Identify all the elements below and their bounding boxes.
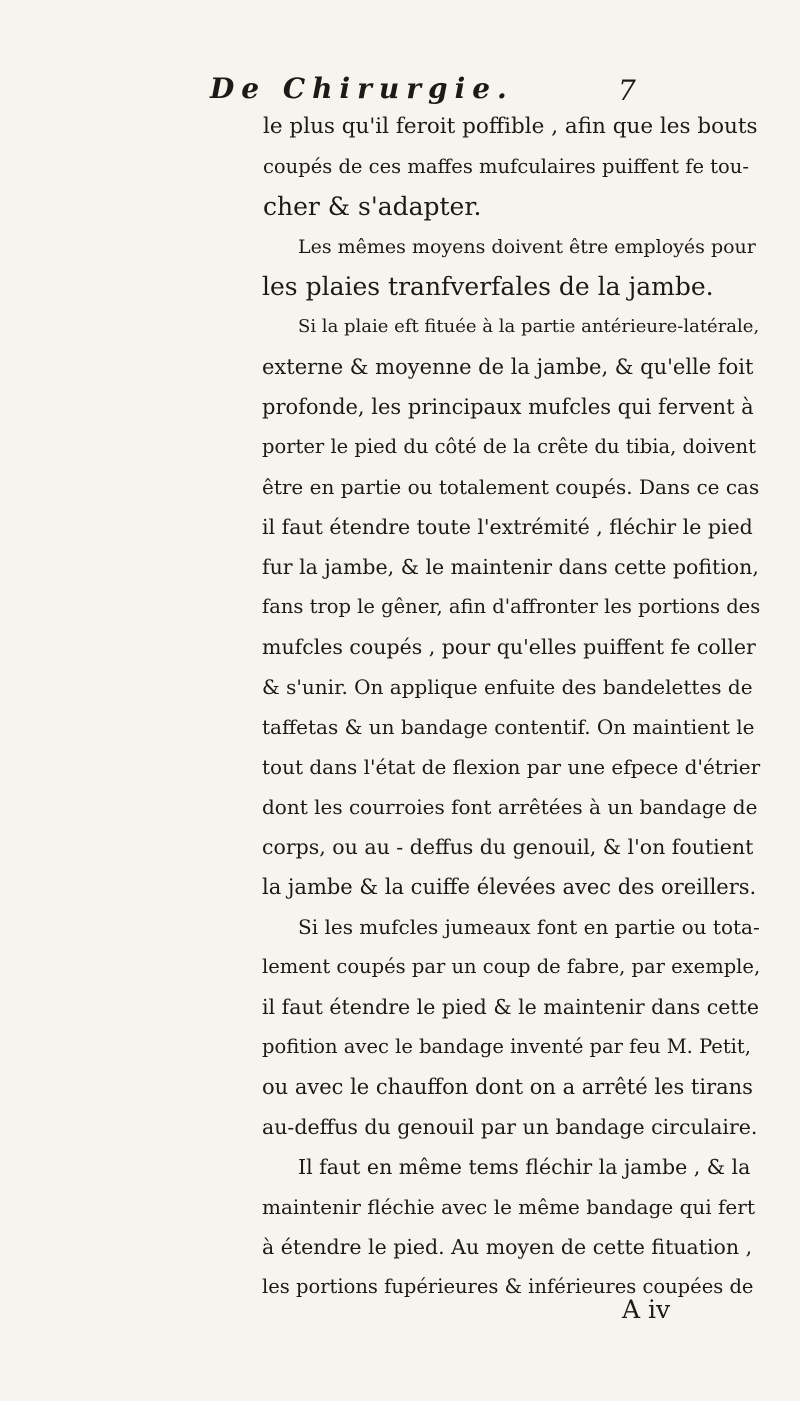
- text-line: Les mêmes moyens doivent être employés pour: [298, 236, 756, 258]
- text-line: le plus qu'il feroit poffible , afin que les bouts: [263, 114, 758, 139]
- text-line: taffetas & un bandage contentif. On maintient le: [262, 715, 755, 739]
- text-line: dont les courroies font arrêtées à un bandage de: [262, 795, 758, 819]
- running-title: De Chirurgie.: [210, 72, 514, 105]
- text-line: Si les mufcles jumeaux font en partie ou tota-: [298, 915, 760, 939]
- running-header: [210, 72, 636, 112]
- text-line: fur la jambe, & le maintenir dans cette pofition,: [262, 555, 759, 579]
- text-line: ou avec le chauffon dont on a arrêté les tirans: [262, 1075, 753, 1099]
- text-line: il faut étendre le pied & le maintenir dans cette: [262, 995, 759, 1019]
- text-line: il faut étendre toute l'extrémité , fléchir le pied: [262, 515, 753, 539]
- text-line: cher & s'adapter.: [263, 192, 482, 221]
- text-line: au-deffus du genouil par un bandage circulaire.: [262, 1115, 758, 1139]
- text-line: pofition avec le bandage inventé par feu M. Petit,: [262, 1035, 751, 1058]
- text-line: les portions fupérieures & inférieures coupées de: [262, 1275, 754, 1298]
- text-line: porter le pied du côté de la crête du tibia, doivent: [262, 435, 756, 458]
- text-line: maintenir fléchie avec le même bandage qui fert: [262, 1195, 755, 1219]
- text-line: & s'unir. On applique enfuite des bandelettes de: [262, 675, 753, 699]
- text-line: les plaies tranfverfales de la jambe.: [262, 272, 714, 301]
- text-line: tout dans l'état de flexion par une efpece d'étrier: [262, 755, 761, 779]
- text-line: Il faut en même tems fléchir la jambe , & la: [298, 1155, 751, 1179]
- text-line: corps, ou au - deffus du genouil, & l'on foutient: [262, 835, 754, 859]
- text-line: lement coupés par un coup de fabre, par exemple,: [262, 955, 761, 978]
- text-line: profonde, les principaux mufcles qui fervent à: [262, 395, 754, 419]
- text-line: externe & moyenne de la jambe, & qu'elle foit: [262, 355, 754, 379]
- text-line: la jambe & la cuiffe élevées avec des oreillers.: [262, 875, 757, 899]
- text-line: mufcles coupés , pour qu'elles puiffent fe coller: [262, 635, 756, 659]
- text-line: à étendre le pied. Au moyen de cette fituation ,: [262, 1235, 753, 1259]
- text-line: Si la plaie eft fituée à la partie antérieure-latérale,: [298, 316, 760, 337]
- signature-mark: A iv: [622, 1295, 671, 1324]
- text-line: être en partie ou totalement coupés. Dans ce cas: [262, 475, 760, 499]
- page-number: 7: [618, 74, 636, 107]
- text-line: coupés de ces maffes mufculaires puiffent fe tou-: [263, 155, 749, 178]
- text-line: fans trop le gêner, afin d'affronter les portions des: [262, 595, 761, 618]
